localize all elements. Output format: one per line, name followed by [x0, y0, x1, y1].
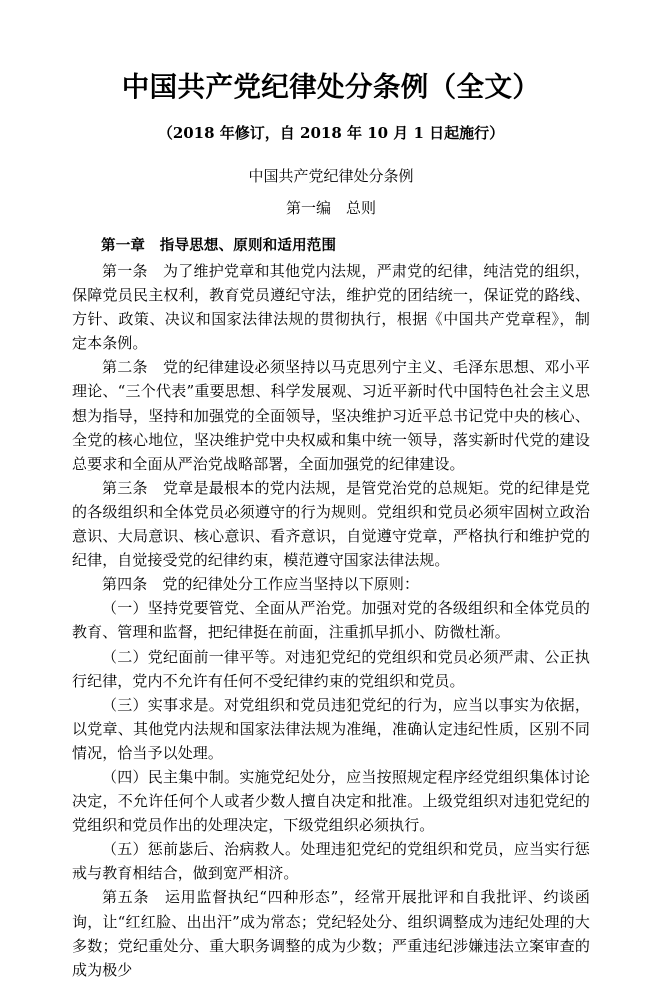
article-4-paragraph: 第四条 党的纪律处分工作应当坚持以下原则：: [102, 575, 420, 594]
article-4-item-5-paragraph: （五）惩前毖后、治病救人。处理违犯党纪的党组织和党员，应当实行惩戒与教育相结合，做到宽严相济。: [72, 840, 590, 883]
document-title: 中国共产党纪律处分条例（全文）: [121, 71, 541, 103]
regulation-name: 中国共产党纪律处分条例: [248, 167, 414, 185]
text-column: [72, 0, 590, 982]
part-heading: 第一编 总则: [285, 199, 376, 217]
article-4-item-3-paragraph: （三）实事求是。对党组织和党员违犯党纪的行为，应当以事实为依据，以党章、其他党内法规和国家法律法规为准绳，准确认定违纪性质，区别不同情况，恰当予以处理。: [72, 695, 590, 762]
article-4-item-2-paragraph: （二）党纪面前一律平等。对违犯党纪的党组织和党员必须严肃、公正执行纪律，党内不允许有任何不受纪律约束的党组织和党员。: [72, 647, 590, 690]
article-2-paragraph: 第二条 党的纪律建设必须坚持以马克思列宁主义、毛泽东思想、邓小平理论、“三个代表”重要思想、科学发展观、习近平新时代中国特色社会主义思想为指导，坚持和加强党的全面领导，坚决维护习近平总书记党中央的核心、全党的核心地位，坚决维护党中央权威和集中统一领导，落实新时代党的建设总要求和全面从严治党战略部署，全面加强党的纪律建设。: [72, 358, 590, 473]
article-1-paragraph: 第一条 为了维护党章和其他党内法规，严肃党的纪律，纯洁党的组织，保障党员民主权利，教育党员遵纪守法，维护党的团结统一，保证党的路线、方针、政策、决议和国家法律法规的贯彻执行，根据《中国共产党章程》，制定本条例。: [72, 262, 590, 353]
document-subtitle: （2018 年修订，自 2018 年 10 月 1 日起施行）: [157, 124, 505, 142]
article-5-paragraph: 第五条 运用监督执纪“四种形态”，经常开展批评和自我批评、约谈函询，让“红红脸、出出汗”成为常态；党纪轻处分、组织调整成为违纪处理的大多数；党纪重处分、重大职务调整的成为少数；严重违纪涉嫌违法立案审查的成为极少: [72, 888, 590, 979]
article-3-paragraph: 第三条 党章是最根本的党内法规，是管党治党的总规矩。党的纪律是党的各级组织和全体党员必须遵守的行为规则。党组织和党员必须牢固树立政治意识、大局意识、核心意识、看齐意识，自觉遵守党章，严格执行和维护党的纪律，自觉接受党的纪律约束，模范遵守国家法律法规。: [72, 478, 590, 570]
chapter-heading: 第一章 指导思想、原则和适用范围: [101, 238, 337, 254]
article-4-item-4-paragraph: （四）民主集中制。实施党纪处分，应当按照规定程序经党组织集体讨论决定，不允许任何个人或者少数人擅自决定和批准。上级党组织对违犯党纪的党组织和党员作出的处理决定，下级党组织必须执行。: [72, 767, 590, 835]
article-4-item-1-paragraph: （一）坚持党要管党、全面从严治党。加强对党的各级组织和全体党员的教育、管理和监督，把纪律挺在前面，注重抓早抓小、防微杜渐。: [72, 599, 590, 642]
